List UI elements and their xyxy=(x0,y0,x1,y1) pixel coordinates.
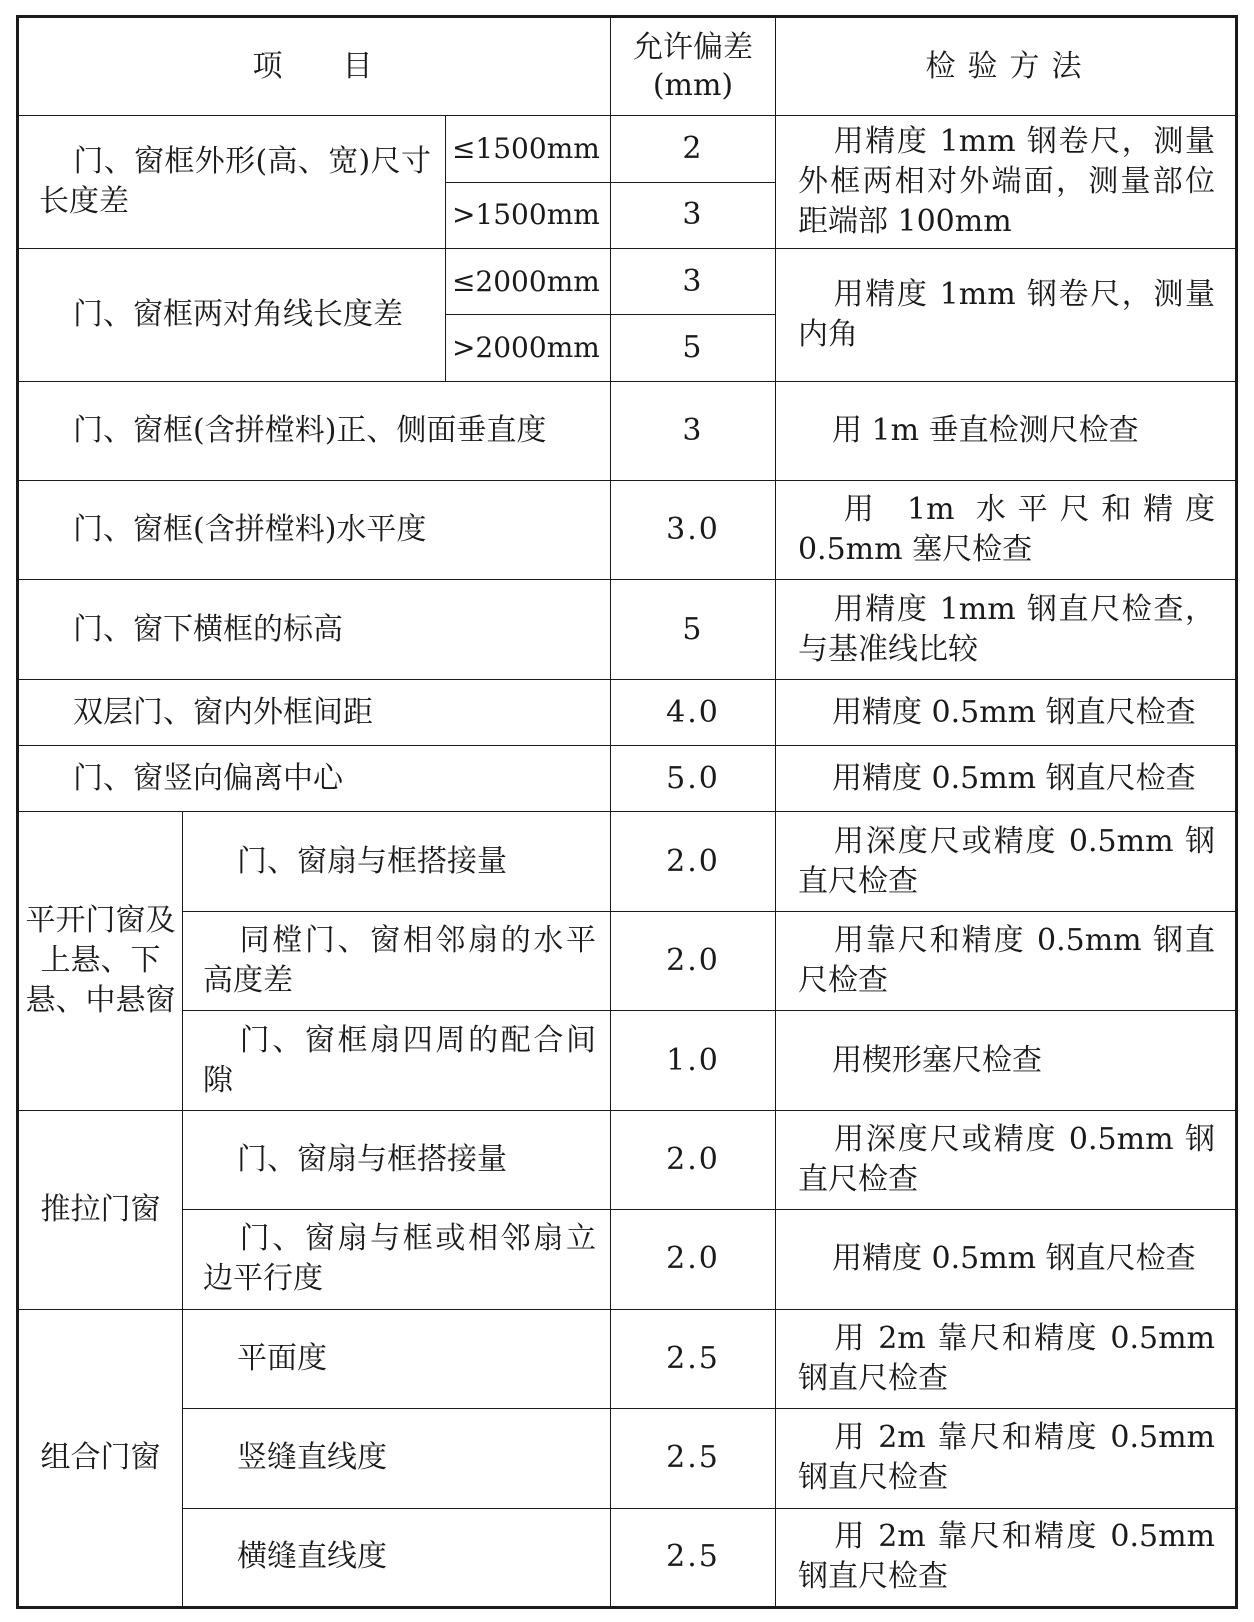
header-tolerance-label: 允许偏差 xyxy=(632,29,753,65)
table-row xyxy=(18,1210,1237,1309)
group-item: 横缝直线度 xyxy=(183,1508,611,1608)
tolerance-value: 1.0 xyxy=(610,1011,775,1110)
method-cell: 用精度 0.5mm 钢直尺检查 xyxy=(775,679,1236,745)
item-verticality: 门、窗框(含拼樘料)正、侧面垂直度 xyxy=(18,381,611,480)
tolerance-value: 3 xyxy=(610,182,775,248)
table-row xyxy=(18,1409,1237,1508)
table-row xyxy=(18,249,1237,315)
table-row xyxy=(18,1110,1237,1209)
sub-condition: >1500mm xyxy=(445,182,610,248)
method-cell: 用 1m 水平尺和精度 0.5mm 塞尺检查 xyxy=(775,481,1236,580)
tolerance-value: 2.0 xyxy=(610,812,775,911)
method-cell: 用精度 0.5mm 钢直尺检查 xyxy=(775,746,1236,812)
table-row xyxy=(18,1309,1237,1408)
method-cell: 用精度 1mm 钢卷尺，测量内角 xyxy=(775,249,1236,382)
table-row xyxy=(18,911,1237,1010)
tolerance-value: 3 xyxy=(610,249,775,315)
item-diagonal: 门、窗框两对角线长度差 xyxy=(18,249,446,382)
group-item: 同樘门、窗相邻扇的水平高度差 xyxy=(183,911,611,1010)
group-item: 门、窗扇与框搭接量 xyxy=(183,1110,611,1209)
method-cell: 用精度 0.5mm 钢直尺检查 xyxy=(775,1210,1236,1309)
table-header-row xyxy=(18,17,1237,116)
tolerance-value: 2 xyxy=(610,116,775,182)
tolerance-value: 4.0 xyxy=(610,679,775,745)
method-cell: 用深度尺或精度 0.5mm 钢直尺检查 xyxy=(775,812,1236,911)
tolerance-value: 2.0 xyxy=(610,1110,775,1209)
tolerance-value: 2.0 xyxy=(610,1210,775,1309)
header-item: 项目 xyxy=(18,17,611,116)
sub-condition: ≤2000mm xyxy=(445,249,610,315)
table-row xyxy=(18,116,1237,182)
item-levelness: 门、窗框(含拼樘料)水平度 xyxy=(18,481,611,580)
tolerance-value: 2.5 xyxy=(610,1409,775,1508)
item-elevation: 门、窗下横框的标高 xyxy=(18,580,611,679)
method-cell: 用精度 1mm 钢卷尺，测量外框两相对外端面，测量部位距端部 100mm xyxy=(775,116,1236,249)
group-label-sliding: 推拉门窗 xyxy=(18,1110,183,1309)
group-label-casement: 平开门窗及上悬、下悬、中悬窗 xyxy=(18,812,183,1110)
table-row xyxy=(18,580,1237,679)
header-tolerance-unit: (mm) xyxy=(652,67,734,103)
group-item: 门、窗框扇四周的配合间隙 xyxy=(183,1011,611,1110)
tolerance-value: 3.0 xyxy=(610,481,775,580)
method-cell: 用 2m 靠尺和精度 0.5mm 钢直尺检查 xyxy=(775,1508,1236,1608)
method-cell: 用 2m 靠尺和精度 0.5mm 钢直尺检查 xyxy=(775,1309,1236,1408)
group-item: 门、窗扇与框搭接量 xyxy=(183,812,611,911)
item-double-frame-spacing: 双层门、窗内外框间距 xyxy=(18,679,611,745)
tolerance-value: 2.0 xyxy=(610,911,775,1010)
tolerance-value: 5 xyxy=(610,315,775,381)
tolerance-value: 2.5 xyxy=(610,1309,775,1408)
method-cell: 用 1m 垂直检测尺检查 xyxy=(775,381,1236,480)
group-item: 门、窗扇与框或相邻扇立边平行度 xyxy=(183,1210,611,1309)
table-row xyxy=(18,1011,1237,1110)
table-row xyxy=(18,481,1237,580)
method-cell: 用精度 1mm 钢直尺检查，与基准线比较 xyxy=(775,580,1236,679)
table-row xyxy=(18,746,1237,812)
tolerance-value: 2.5 xyxy=(610,1508,775,1608)
header-method: 检验方法 xyxy=(775,17,1236,116)
tolerance-value: 5 xyxy=(610,580,775,679)
table-row xyxy=(18,381,1237,480)
item-center-deviation: 门、窗竖向偏离中心 xyxy=(18,746,611,812)
sub-condition: >2000mm xyxy=(445,315,610,381)
group-label-combined: 组合门窗 xyxy=(18,1309,183,1607)
method-cell: 用 2m 靠尺和精度 0.5mm 钢直尺检查 xyxy=(775,1409,1236,1508)
group-item: 平面度 xyxy=(183,1309,611,1408)
sub-condition: ≤1500mm xyxy=(445,116,610,182)
table-row xyxy=(18,1508,1237,1608)
table-row xyxy=(18,679,1237,745)
item-frame-size: 门、窗框外形(高、宽)尺寸长度差 xyxy=(18,116,446,249)
tolerance-value: 3 xyxy=(610,381,775,480)
method-cell: 用靠尺和精度 0.5mm 钢直尺检查 xyxy=(775,911,1236,1010)
group-item: 竖缝直线度 xyxy=(183,1409,611,1508)
method-cell: 用楔形塞尺检查 xyxy=(775,1011,1236,1110)
tolerance-value: 5.0 xyxy=(610,746,775,812)
table-row xyxy=(18,812,1237,911)
method-cell: 用深度尺或精度 0.5mm 钢直尺检查 xyxy=(775,1110,1236,1209)
header-tolerance xyxy=(610,17,775,116)
tolerance-table xyxy=(16,15,1238,1609)
